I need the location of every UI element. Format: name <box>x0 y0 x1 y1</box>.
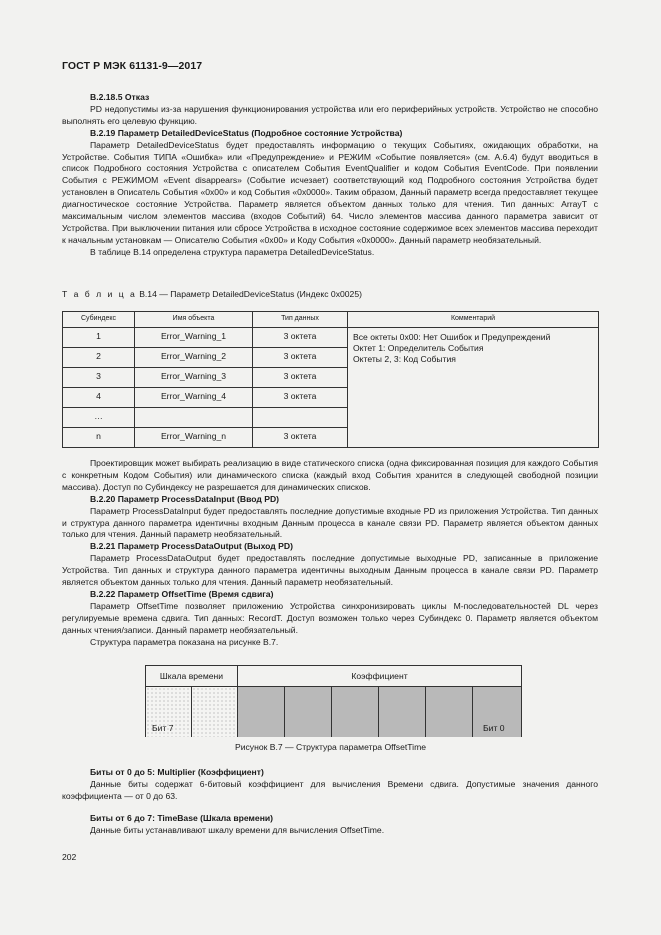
bit-cell-7 <box>146 687 192 737</box>
table-cell: 3 октета <box>253 387 348 407</box>
table-cell: Error_Warning_3 <box>135 367 253 387</box>
table-cell: … <box>63 407 135 427</box>
table-cell: Error_Warning_n <box>135 427 253 447</box>
section-bottom <box>62 767 598 837</box>
table-cell: 1 <box>63 327 135 347</box>
comment-line: Октеты 2, 3: Код События <box>353 353 456 364</box>
bit-cell-1 <box>426 687 473 737</box>
section-text-detailed-status: Параметр DetailedDeviceStatus будет предоставлять информацию о текущих Событиях, ожидающих обработки, на Устройстве. События ТИПА «Ошибка» или «Предупреждение» и РЕЖИМ «Событие появляется» (см. A.6.4) будут вводиться в список Подробного состояния Устройства с описателем События EventQualifier и кодом События EventCode. При появлении События с РЕЖИМОМ «Event disappears» (Событие исчезает) соответствующий код Подробного состояния Устройства будет установлен в Описатель События «0x00» и код События «0x0000». Таким образом, Данный параметр всегда предоставляет текущее диагностическое состояние Устройства. Параметр является объектом данных только для чтения. Тип данных: ArrayT с максимальным числом элементов массива (входов Событий) 64. Число элементов массива данного параметра зависит от Устройства. При выключении питания или сбросе Устройства в исходное состояние содержимое всех элементов массива переходит к начальным установкам — Описателю События «0x00» и Коду События «0x0000». Данный параметр необязательный. <box>62 139 598 245</box>
table-block <box>62 289 598 448</box>
table-header-cell: Комментарий <box>348 311 599 327</box>
bit-cell-2 <box>379 687 426 737</box>
table-reference-text: В таблице B.14 определена структура параметра DetailedDeviceStatus. <box>90 246 375 257</box>
section-heading-multiplier: Биты от 0 до 5: Multiplier (Коэффициент) <box>90 767 264 777</box>
figure-bit-row <box>146 686 521 737</box>
section-text-multiplier: Данные биты содержат 6-битовый коэффициент для вычисления Времени сдвига. Допустимые значения данного коэффициента — от 0 до 63. <box>62 778 598 801</box>
section-heading-detailed-status: B.2.19 Параметр DetailedDeviceStatus (Подробное состояние Устройства) <box>90 127 403 138</box>
table-cell: n <box>63 427 135 447</box>
section-middle <box>62 458 598 649</box>
table-cell: 4 <box>63 387 135 407</box>
section-heading-timebase: Биты от 6 до 7: TimeBase (Шкала времени) <box>90 812 274 823</box>
section-top <box>62 92 598 259</box>
table-cell: Error_Warning_4 <box>135 387 253 407</box>
after-table-text: Проектировщик может выбирать реализацию в виде статического списка (одна фиксированная позиция для каждого События с конкретным Кодом События) или динамического списка (каждый вход События хранится в следующей свободной позиции массива). Доступ по Субиндексу не разрешается для динамических списков. <box>62 458 598 492</box>
comment-line: Октет 1: Определитель События <box>353 342 484 353</box>
bit-cell-3 <box>332 687 379 737</box>
section-text-offset-time: Параметр OffsetTime позволяет приложению Устройства синхронизировать циклы M-последовательностей DL через регулируемые времена сдвига. Тип данных: RecordT. Доступ возможен только через Субиндекс 0. Параметр является объектом данных чтения/записи. Данный параметр необязательный. <box>62 600 598 635</box>
table-cell: Error_Warning_2 <box>135 347 253 367</box>
table-cell: Error_Warning_1 <box>135 327 253 347</box>
table-cell: 3 <box>63 367 135 387</box>
table-caption-text: B.14 — Параметр DetailedDeviceStatus (Индекс 0x0025) <box>139 289 362 299</box>
table-comment-cell <box>348 327 599 447</box>
section-heading-pd-output: B.2.21 Параметр ProcessDataOutput (Выход PD) <box>90 541 293 552</box>
table-caption-prefix: Т а б л и ц а <box>62 289 137 299</box>
section-text-pd-output: Параметр ProcessDataOutput будет предоставлять последние допустимые выходные PD, записанные в приложение Устройства. Тип данных и структура данного параметра идентичны выходным Данным процесса в канале связи PD. Параметр является объектом данных только для чтения. Данный параметр необязательный. <box>62 553 598 588</box>
detailed-status-table <box>62 311 599 448</box>
figure-reference-text: Структура параметра показана на рисунке B.7. <box>90 636 279 647</box>
table-cell <box>135 407 253 427</box>
page-number: 202 <box>62 852 77 862</box>
table-cell: 3 октета <box>253 367 348 387</box>
comment-line: Все октеты 0x00: Нет Ошибок и Предупреждений <box>353 331 551 342</box>
figure-label-coefficient: Коэффициент <box>351 671 408 681</box>
bit-cell-5 <box>238 687 285 737</box>
bit7-label: Бит 7 <box>152 723 174 733</box>
figure-caption: Рисунок B.7 — Структура параметра OffsetTime <box>234 742 427 752</box>
table-caption <box>62 289 598 301</box>
bit-cell-4 <box>285 687 332 737</box>
bit-cell-6 <box>192 687 238 737</box>
section-text-pd-input: Параметр ProcessDataInput будет предоставлять последние допустимые входные PD из приложения Устройства. Тип данных и структура данного параметра идентичны входным Данным процесса в канале связи PD. Параметр является объектом данных только для чтения. Данный параметр необязательный. <box>62 505 598 540</box>
table-header-cell: Субиндекс <box>63 311 135 327</box>
table-header-row <box>63 311 599 327</box>
figure-label-timebase: Шкала времени <box>146 666 238 686</box>
bit0-label: Бит 0 <box>483 723 505 733</box>
bit-cell-0 <box>473 687 521 737</box>
table-header-cell: Имя объекта <box>135 311 253 327</box>
section-heading-fault: B.2.18.5 Отказ <box>90 92 150 102</box>
offset-time-figure <box>145 665 522 737</box>
table-cell: 2 <box>63 347 135 367</box>
table-header-cell: Тип данных <box>253 311 348 327</box>
section-text-timebase: Данные биты устанавливают шкалу времени для вычисления OffsetTime. <box>90 824 385 835</box>
table-cell: 3 октета <box>253 327 348 347</box>
section-text-fault: PD недопустимы из-за нарушения функционирования устройства или его периферийных устройств. Устройство не способно выполнять его целевую функцию. <box>62 103 598 126</box>
table-row <box>63 327 599 347</box>
table-cell <box>253 407 348 427</box>
section-heading-offset-time: B.2.22 Параметр OffsetTime (Время сдвига) <box>90 588 274 599</box>
table-cell: 3 октета <box>253 427 348 447</box>
table-cell: 3 октета <box>253 347 348 367</box>
section-heading-pd-input: B.2.20 Параметр ProcessDataInput (Ввод PD) <box>90 493 280 504</box>
document-header: ГОСТ Р МЭК 61131-9—2017 <box>62 60 203 72</box>
